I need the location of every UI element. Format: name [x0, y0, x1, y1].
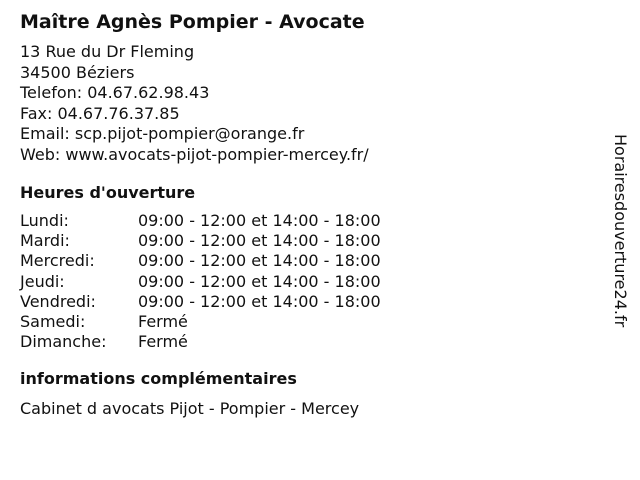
address-city: 34500 Béziers	[20, 62, 135, 82]
hours-row-vendredi	[20, 292, 600, 312]
day-label: Lundi:	[20, 211, 69, 230]
web-line: Web: www.avocats-pijot-pompier-mercey.fr/	[20, 144, 369, 164]
phone-line: Telefon: 04.67.62.98.43	[20, 83, 210, 102]
day-hours: 09:00 - 12:00 et 14:00 - 18:00	[138, 251, 381, 271]
info-text: Cabinet d avocats Pijot - Pompier - Mercey	[20, 399, 360, 419]
day-label: Jeudi:	[20, 271, 65, 291]
day-hours: 09:00 - 12:00 et 14:00 - 18:00	[138, 211, 381, 230]
hours-row-samedi	[20, 312, 600, 332]
site-watermark: Horairesdouverture24.fr	[611, 134, 630, 328]
business-name: Maître Agnès Pompier - Avocate	[20, 11, 365, 33]
info-heading: informations complémentaires	[20, 369, 297, 389]
hours-row-dimanche	[20, 332, 600, 352]
email-line: Email: scp.pijot-pompier@orange.fr	[20, 124, 305, 143]
day-hours: Fermé	[138, 332, 188, 352]
day-hours: Fermé	[138, 312, 188, 332]
day-label: Dimanche:	[20, 332, 107, 352]
hours-table	[20, 211, 600, 352]
hours-heading: Heures d'ouverture	[20, 183, 196, 202]
day-label: Samedi:	[20, 312, 86, 332]
hours-row-jeudi	[20, 272, 600, 292]
day-hours: 09:00 - 12:00 et 14:00 - 18:00	[138, 271, 381, 291]
day-label: Mercredi:	[20, 251, 95, 271]
hours-row-mercredi	[20, 251, 600, 271]
hours-row-lundi	[20, 211, 600, 231]
day-label: Mardi:	[20, 231, 70, 251]
day-hours: 09:00 - 12:00 et 14:00 - 18:00	[138, 291, 381, 311]
day-label: Vendredi:	[20, 291, 96, 311]
day-hours: 09:00 - 12:00 et 14:00 - 18:00	[138, 231, 381, 251]
fax-line: Fax: 04.67.76.37.85	[20, 103, 180, 123]
address-street: 13 Rue du Dr Fleming	[20, 42, 195, 61]
business-card	[20, 10, 600, 420]
hours-row-mardi	[20, 231, 600, 251]
